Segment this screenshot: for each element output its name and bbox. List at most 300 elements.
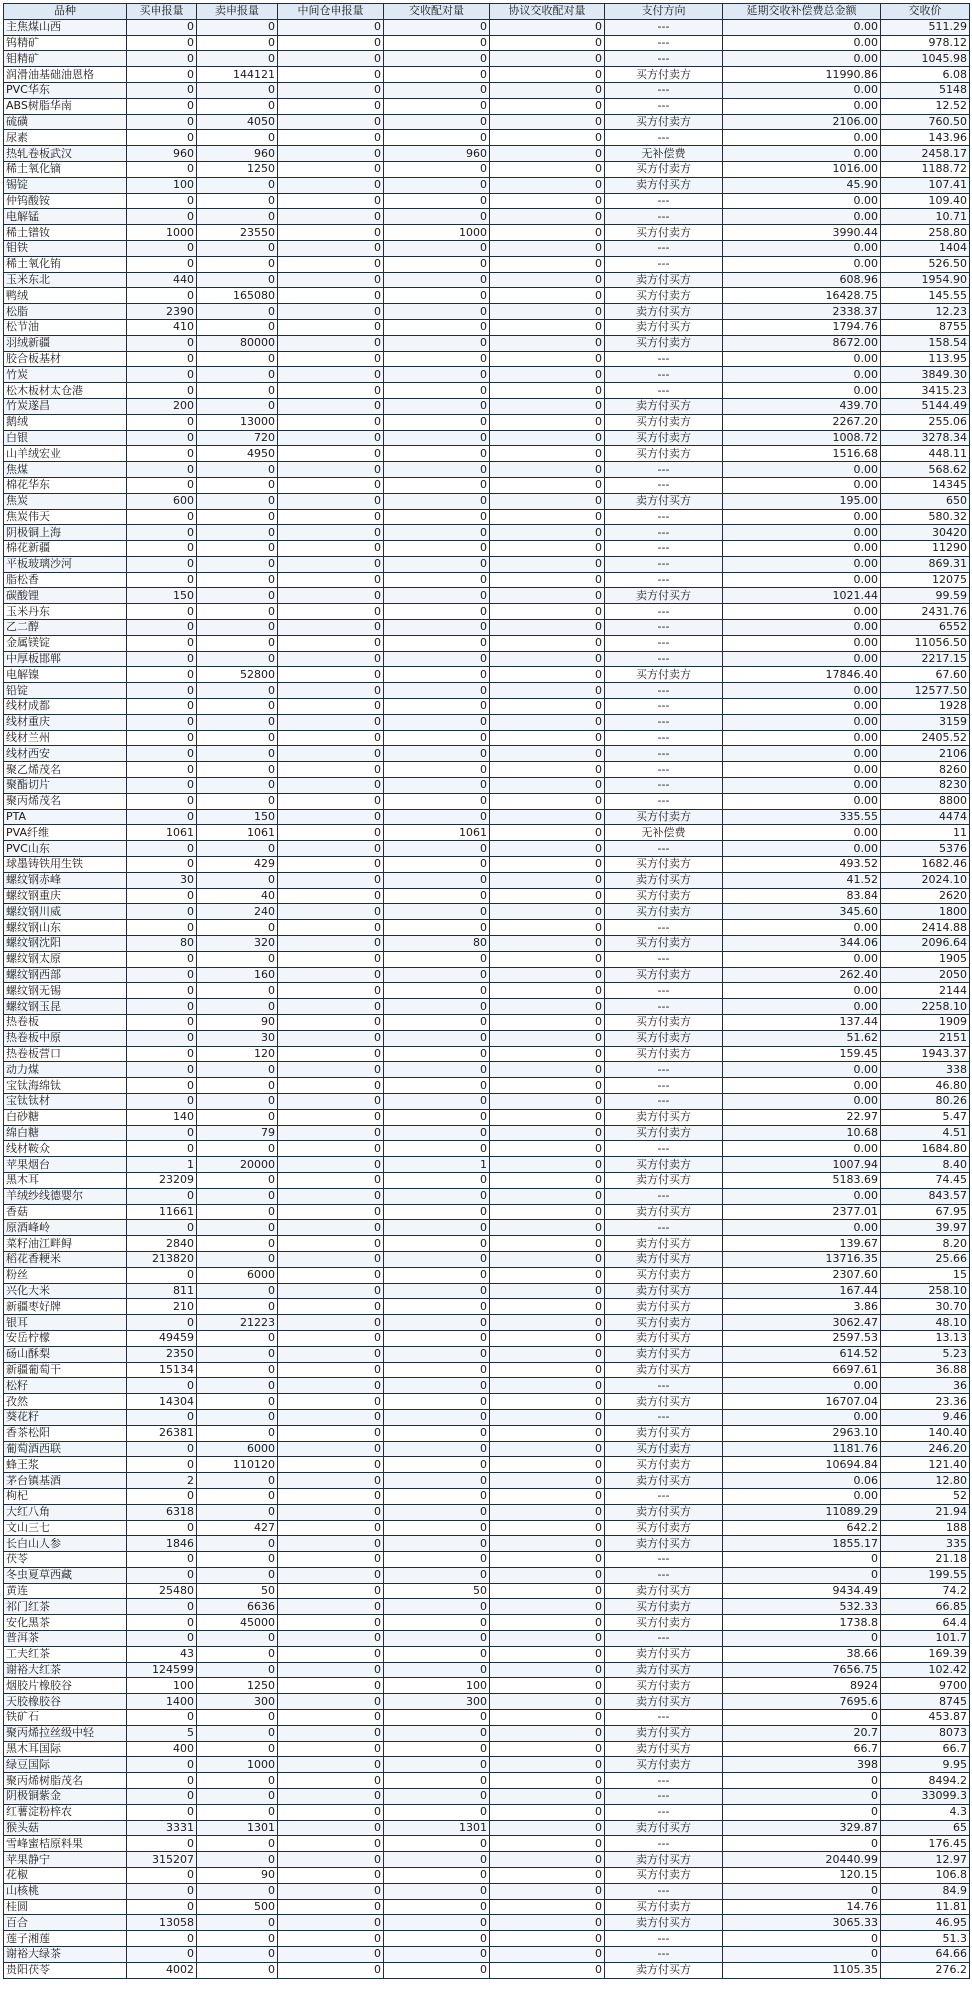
cell-agreement-matched: 0	[490, 430, 605, 446]
cell-settlement-price: 36.88	[881, 1362, 970, 1378]
cell-product: 螺纹钢沈阳	[4, 936, 127, 952]
cell-buy-declared: 0	[127, 1631, 197, 1647]
cell-buy-declared: 0	[127, 699, 197, 715]
cell-agreement-matched: 0	[490, 398, 605, 414]
cell-buy-declared: 0	[127, 904, 197, 920]
cell-matched-volume: 0	[384, 1773, 490, 1789]
cell-deferred-compensation: 3065.33	[723, 1915, 881, 1931]
cell-settlement-price: 8.20	[881, 1236, 970, 1252]
cell-sell-declared: 0	[197, 588, 278, 604]
cell-deferred-compensation: 120.15	[723, 1868, 881, 1884]
table-row	[4, 1631, 970, 1647]
cell-deferred-compensation: 335.55	[723, 809, 881, 825]
cell-agreement-matched: 0	[490, 383, 605, 399]
cell-product: 祁门红茶	[4, 1599, 127, 1615]
cell-matched-volume: 0	[384, 983, 490, 999]
cell-buy-declared: 0	[127, 1062, 197, 1078]
cell-intermediate-declared: 0	[278, 177, 384, 193]
cell-intermediate-declared: 0	[278, 430, 384, 446]
cell-sell-declared: 0	[197, 35, 278, 51]
cell-settlement-price: 199.55	[881, 1567, 970, 1583]
cell-product: 玉米东北	[4, 272, 127, 288]
cell-settlement-price: 30420	[881, 525, 970, 541]
cell-matched-volume: 960	[384, 146, 490, 162]
cell-agreement-matched: 0	[490, 841, 605, 857]
cell-sell-declared: 0	[197, 240, 278, 256]
cell-settlement-price: 21.94	[881, 1504, 970, 1520]
table-row	[4, 225, 970, 241]
cell-buy-declared: 440	[127, 272, 197, 288]
cell-sell-declared: 144121	[197, 67, 278, 83]
cell-deferred-compensation: 2106.00	[723, 114, 881, 130]
cell-buy-declared: 0	[127, 604, 197, 620]
cell-product: 黑木耳国际	[4, 1741, 127, 1757]
cell-deferred-compensation: 16707.04	[723, 1394, 881, 1410]
cell-payment-direction: 卖方付买方	[605, 1330, 723, 1346]
cell-sell-declared: 6000	[197, 1441, 278, 1457]
cell-product: 蜂王浆	[4, 1457, 127, 1473]
cell-agreement-matched: 0	[490, 620, 605, 636]
cell-buy-declared: 410	[127, 319, 197, 335]
cell-matched-volume: 1000	[384, 225, 490, 241]
cell-agreement-matched: 0	[490, 1157, 605, 1173]
header-intermediate-declared: 中间仓申报量	[278, 4, 384, 20]
cell-intermediate-declared: 0	[278, 1678, 384, 1694]
cell-matched-volume: 0	[384, 1536, 490, 1552]
cell-matched-volume: 0	[384, 1710, 490, 1726]
cell-matched-volume: 0	[384, 1852, 490, 1868]
cell-payment-direction: 卖方付买方	[605, 1346, 723, 1362]
cell-deferred-compensation: 10694.84	[723, 1457, 881, 1473]
cell-matched-volume: 0	[384, 130, 490, 146]
cell-deferred-compensation: 0.06	[723, 1473, 881, 1489]
cell-intermediate-declared: 0	[278, 1947, 384, 1963]
cell-buy-declared: 0	[127, 1899, 197, 1915]
table-row	[4, 1678, 970, 1694]
table-row	[4, 1125, 970, 1141]
cell-product: 润滑油基础油恩格	[4, 67, 127, 83]
table-row	[4, 1583, 970, 1599]
cell-settlement-price: 66.7	[881, 1741, 970, 1757]
cell-settlement-price: 169.39	[881, 1646, 970, 1662]
cell-sell-declared: 0	[197, 1852, 278, 1868]
cell-sell-declared: 0	[197, 1883, 278, 1899]
cell-payment-direction: 买方付卖方	[605, 1520, 723, 1536]
cell-agreement-matched: 0	[490, 1883, 605, 1899]
cell-buy-declared: 0	[127, 1441, 197, 1457]
cell-agreement-matched: 0	[490, 1030, 605, 1046]
cell-settlement-price: 9.95	[881, 1757, 970, 1773]
cell-product: 稀土氧化铕	[4, 256, 127, 272]
cell-matched-volume: 0	[384, 1251, 490, 1267]
table-row	[4, 1378, 970, 1394]
cell-deferred-compensation: 1007.94	[723, 1157, 881, 1173]
cell-product: 钨精矿	[4, 35, 127, 51]
cell-intermediate-declared: 0	[278, 1157, 384, 1173]
cell-matched-volume: 0	[384, 1804, 490, 1820]
cell-agreement-matched: 0	[490, 967, 605, 983]
cell-payment-direction: ---	[605, 1804, 723, 1820]
cell-deferred-compensation: 9434.49	[723, 1583, 881, 1599]
table-row	[4, 525, 970, 541]
cell-matched-volume: 0	[384, 1757, 490, 1773]
cell-matched-volume: 0	[384, 746, 490, 762]
cell-deferred-compensation: 1008.72	[723, 430, 881, 446]
cell-sell-declared: 0	[197, 1725, 278, 1741]
cell-deferred-compensation: 1516.68	[723, 446, 881, 462]
table-row	[4, 1157, 970, 1173]
cell-payment-direction: ---	[605, 1552, 723, 1568]
cell-sell-declared: 0	[197, 572, 278, 588]
cell-agreement-matched: 0	[490, 1378, 605, 1394]
cell-product: 铅锭	[4, 683, 127, 699]
cell-matched-volume: 0	[384, 51, 490, 67]
cell-matched-volume: 0	[384, 367, 490, 383]
cell-intermediate-declared: 0	[278, 1962, 384, 1978]
cell-deferred-compensation: 0.00	[723, 462, 881, 478]
cell-payment-direction: 买方付卖方	[605, 414, 723, 430]
cell-intermediate-declared: 0	[278, 1852, 384, 1868]
cell-payment-direction: ---	[605, 556, 723, 572]
cell-product: 安岳柠檬	[4, 1330, 127, 1346]
cell-buy-declared: 1846	[127, 1536, 197, 1552]
table-row	[4, 1662, 970, 1678]
cell-product: 竹炭遂昌	[4, 398, 127, 414]
cell-buy-declared: 0	[127, 762, 197, 778]
cell-agreement-matched: 0	[490, 1520, 605, 1536]
table-row	[4, 1915, 970, 1931]
cell-settlement-price: 52	[881, 1488, 970, 1504]
cell-sell-declared: 0	[197, 398, 278, 414]
table-row	[4, 1773, 970, 1789]
cell-deferred-compensation: 195.00	[723, 493, 881, 509]
cell-matched-volume: 0	[384, 793, 490, 809]
cell-product: 羽绒新疆	[4, 335, 127, 351]
cell-intermediate-declared: 0	[278, 1015, 384, 1031]
cell-deferred-compensation: 139.67	[723, 1236, 881, 1252]
cell-buy-declared: 811	[127, 1283, 197, 1299]
cell-sell-declared: 0	[197, 367, 278, 383]
cell-agreement-matched: 0	[490, 809, 605, 825]
cell-product: 热卷板营口	[4, 1046, 127, 1062]
cell-settlement-price: 2106	[881, 746, 970, 762]
cell-settlement-price: 113.95	[881, 351, 970, 367]
table-row	[4, 620, 970, 636]
cell-product: 螺纹钢山东	[4, 920, 127, 936]
table-row	[4, 114, 970, 130]
cell-product: 胶合板基材	[4, 351, 127, 367]
cell-product: 天胶橡胶谷	[4, 1694, 127, 1710]
cell-sell-declared: 0	[197, 951, 278, 967]
table-row	[4, 1283, 970, 1299]
table-row	[4, 1899, 970, 1915]
cell-matched-volume: 0	[384, 1520, 490, 1536]
table-row	[4, 1188, 970, 1204]
cell-intermediate-declared: 0	[278, 1078, 384, 1094]
cell-payment-direction: ---	[605, 209, 723, 225]
cell-deferred-compensation: 3062.47	[723, 1315, 881, 1331]
cell-deferred-compensation: 0.00	[723, 1220, 881, 1236]
cell-payment-direction: 卖方付买方	[605, 1915, 723, 1931]
cell-settlement-price: 1909	[881, 1015, 970, 1031]
table-row	[4, 1346, 970, 1362]
cell-product: 阴极铜上海	[4, 525, 127, 541]
cell-buy-declared: 0	[127, 1046, 197, 1062]
cell-payment-direction: ---	[605, 778, 723, 794]
cell-buy-declared: 2840	[127, 1236, 197, 1252]
table-row	[4, 272, 970, 288]
cell-intermediate-declared: 0	[278, 683, 384, 699]
cell-deferred-compensation: 0.00	[723, 146, 881, 162]
cell-deferred-compensation: 2307.60	[723, 1267, 881, 1283]
cell-buy-declared: 0	[127, 1220, 197, 1236]
cell-agreement-matched: 0	[490, 335, 605, 351]
cell-intermediate-declared: 0	[278, 1362, 384, 1378]
cell-payment-direction: 卖方付买方	[605, 304, 723, 320]
table-row	[4, 493, 970, 509]
table-row	[4, 82, 970, 98]
cell-intermediate-declared: 0	[278, 114, 384, 130]
cell-payment-direction: 买方付卖方	[605, 1615, 723, 1631]
cell-deferred-compensation: 1181.76	[723, 1441, 881, 1457]
cell-buy-declared: 0	[127, 888, 197, 904]
cell-matched-volume: 0	[384, 383, 490, 399]
cell-intermediate-declared: 0	[278, 620, 384, 636]
cell-product: PTA	[4, 809, 127, 825]
cell-buy-declared: 0	[127, 114, 197, 130]
cell-product: 稀土氧化镝	[4, 161, 127, 177]
table-row	[4, 1172, 970, 1188]
cell-buy-declared: 0	[127, 1773, 197, 1789]
cell-sell-declared: 0	[197, 541, 278, 557]
cell-intermediate-declared: 0	[278, 1046, 384, 1062]
cell-payment-direction: ---	[605, 256, 723, 272]
cell-matched-volume: 0	[384, 19, 490, 35]
cell-agreement-matched: 0	[490, 1204, 605, 1220]
cell-payment-direction: 买方付卖方	[605, 1441, 723, 1457]
table-row	[4, 1804, 970, 1820]
cell-product: 金属镁锭	[4, 635, 127, 651]
cell-deferred-compensation: 0.00	[723, 999, 881, 1015]
cell-sell-declared: 160	[197, 967, 278, 983]
cell-agreement-matched: 0	[490, 367, 605, 383]
cell-sell-declared: 0	[197, 477, 278, 493]
cell-product: 猴头菇	[4, 1820, 127, 1836]
cell-payment-direction: 买方付卖方	[605, 857, 723, 873]
cell-payment-direction: ---	[605, 604, 723, 620]
cell-product: 螺纹钢太原	[4, 951, 127, 967]
cell-product: 长白山人参	[4, 1536, 127, 1552]
cell-sell-declared: 0	[197, 98, 278, 114]
cell-buy-declared: 49459	[127, 1330, 197, 1346]
cell-intermediate-declared: 0	[278, 556, 384, 572]
cell-intermediate-declared: 0	[278, 1188, 384, 1204]
cell-matched-volume: 0	[384, 1220, 490, 1236]
cell-buy-declared: 0	[127, 967, 197, 983]
cell-agreement-matched: 0	[490, 1789, 605, 1805]
cell-agreement-matched: 0	[490, 256, 605, 272]
cell-intermediate-declared: 0	[278, 1141, 384, 1157]
cell-payment-direction: ---	[605, 793, 723, 809]
cell-settlement-price: 13.13	[881, 1330, 970, 1346]
cell-settlement-price: 8073	[881, 1725, 970, 1741]
cell-intermediate-declared: 0	[278, 161, 384, 177]
cell-buy-declared: 0	[127, 193, 197, 209]
cell-matched-volume: 0	[384, 778, 490, 794]
cell-settlement-price: 1943.37	[881, 1046, 970, 1062]
cell-sell-declared: 4950	[197, 446, 278, 462]
cell-agreement-matched: 0	[490, 1741, 605, 1757]
cell-matched-volume: 0	[384, 730, 490, 746]
cell-sell-declared: 0	[197, 778, 278, 794]
cell-deferred-compensation: 439.70	[723, 398, 881, 414]
cell-intermediate-declared: 0	[278, 1204, 384, 1220]
cell-product: 动力煤	[4, 1062, 127, 1078]
cell-settlement-price: 2217.15	[881, 651, 970, 667]
cell-deferred-compensation: 0	[723, 1883, 881, 1899]
cell-deferred-compensation: 1016.00	[723, 161, 881, 177]
cell-matched-volume: 0	[384, 904, 490, 920]
cell-product: 线材重庆	[4, 714, 127, 730]
cell-deferred-compensation: 0.00	[723, 841, 881, 857]
cell-product: 稀土镨钕	[4, 225, 127, 241]
cell-payment-direction: ---	[605, 240, 723, 256]
cell-sell-declared: 0	[197, 1710, 278, 1726]
cell-sell-declared: 23550	[197, 225, 278, 241]
cell-deferred-compensation: 493.52	[723, 857, 881, 873]
cell-buy-declared: 0	[127, 572, 197, 588]
cell-sell-declared: 0	[197, 1394, 278, 1410]
cell-intermediate-declared: 0	[278, 1394, 384, 1410]
cell-settlement-price: 255.06	[881, 414, 970, 430]
cell-payment-direction: 买方付卖方	[605, 1046, 723, 1062]
cell-sell-declared: 0	[197, 1378, 278, 1394]
cell-deferred-compensation: 262.40	[723, 967, 881, 983]
cell-product: 兴化大米	[4, 1283, 127, 1299]
table-row	[4, 319, 970, 335]
cell-deferred-compensation: 0.00	[723, 1488, 881, 1504]
cell-product: 聚丙烯茂名	[4, 793, 127, 809]
cell-product: 新疆枣好牌	[4, 1299, 127, 1315]
cell-agreement-matched: 0	[490, 999, 605, 1015]
cell-sell-declared: 1250	[197, 1678, 278, 1694]
cell-agreement-matched: 0	[490, 588, 605, 604]
cell-buy-declared: 0	[127, 351, 197, 367]
cell-settlement-price: 64.66	[881, 1947, 970, 1963]
table-row	[4, 367, 970, 383]
cell-agreement-matched: 0	[490, 1536, 605, 1552]
table-row	[4, 904, 970, 920]
cell-sell-declared: 0	[197, 1362, 278, 1378]
cell-intermediate-declared: 0	[278, 1567, 384, 1583]
cell-intermediate-declared: 0	[278, 1267, 384, 1283]
cell-intermediate-declared: 0	[278, 1804, 384, 1820]
cell-settlement-price: 2405.52	[881, 730, 970, 746]
cell-sell-declared: 0	[197, 1804, 278, 1820]
cell-buy-declared: 6318	[127, 1504, 197, 1520]
cell-sell-declared: 90	[197, 1868, 278, 1884]
cell-agreement-matched: 0	[490, 936, 605, 952]
cell-agreement-matched: 0	[490, 130, 605, 146]
cell-settlement-price: 5148	[881, 82, 970, 98]
table-row	[4, 793, 970, 809]
cell-product: 宝钛海绵钛	[4, 1078, 127, 1094]
cell-agreement-matched: 0	[490, 1646, 605, 1662]
cell-matched-volume: 0	[384, 762, 490, 778]
cell-buy-declared: 0	[127, 67, 197, 83]
cell-product: 焦煤	[4, 462, 127, 478]
cell-settlement-price: 3159	[881, 714, 970, 730]
cell-deferred-compensation: 38.66	[723, 1646, 881, 1662]
cell-intermediate-declared: 0	[278, 1346, 384, 1362]
cell-product: PVC华东	[4, 82, 127, 98]
cell-agreement-matched: 0	[490, 572, 605, 588]
cell-agreement-matched: 0	[490, 209, 605, 225]
cell-sell-declared: 0	[197, 1204, 278, 1220]
cell-intermediate-declared: 0	[278, 983, 384, 999]
cell-deferred-compensation: 83.84	[723, 888, 881, 904]
table-row	[4, 193, 970, 209]
cell-agreement-matched: 0	[490, 1015, 605, 1031]
cell-product: 文山三七	[4, 1520, 127, 1536]
table-row	[4, 1093, 970, 1109]
cell-agreement-matched: 0	[490, 951, 605, 967]
cell-settlement-price: 74.45	[881, 1172, 970, 1188]
cell-intermediate-declared: 0	[278, 920, 384, 936]
table-row	[4, 1473, 970, 1489]
cell-payment-direction: 买方付卖方	[605, 1030, 723, 1046]
cell-sell-declared: 0	[197, 1646, 278, 1662]
cell-matched-volume: 0	[384, 1394, 490, 1410]
cell-settlement-price: 9.46	[881, 1409, 970, 1425]
cell-matched-volume: 0	[384, 1962, 490, 1978]
cell-buy-declared: 0	[127, 82, 197, 98]
cell-settlement-price: 2258.10	[881, 999, 970, 1015]
cell-agreement-matched: 0	[490, 857, 605, 873]
cell-intermediate-declared: 0	[278, 746, 384, 762]
cell-settlement-price: 101.7	[881, 1631, 970, 1647]
cell-settlement-price: 67.60	[881, 667, 970, 683]
cell-matched-volume: 0	[384, 1915, 490, 1931]
cell-product: 谢裕大红茶	[4, 1662, 127, 1678]
cell-settlement-price: 84.9	[881, 1883, 970, 1899]
cell-deferred-compensation: 0.00	[723, 920, 881, 936]
cell-settlement-price: 5376	[881, 841, 970, 857]
cell-buy-declared: 0	[127, 1188, 197, 1204]
cell-matched-volume: 0	[384, 967, 490, 983]
table-row	[4, 1078, 970, 1094]
cell-intermediate-declared: 0	[278, 1710, 384, 1726]
cell-payment-direction: 买方付卖方	[605, 161, 723, 177]
table-row	[4, 477, 970, 493]
cell-sell-declared: 0	[197, 319, 278, 335]
cell-deferred-compensation: 1794.76	[723, 319, 881, 335]
cell-buy-declared: 0	[127, 240, 197, 256]
table-row	[4, 1362, 970, 1378]
cell-product: 雪峰蜜桔原料果	[4, 1836, 127, 1852]
cell-settlement-price: 246.20	[881, 1441, 970, 1457]
cell-payment-direction: 卖方付买方	[605, 1583, 723, 1599]
cell-sell-declared: 0	[197, 730, 278, 746]
cell-buy-declared: 14304	[127, 1394, 197, 1410]
table-row	[4, 1789, 970, 1805]
cell-deferred-compensation: 642.2	[723, 1520, 881, 1536]
cell-settlement-price: 580.32	[881, 509, 970, 525]
cell-agreement-matched: 0	[490, 746, 605, 762]
cell-product: 香菇	[4, 1204, 127, 1220]
cell-settlement-price: 9700	[881, 1678, 970, 1694]
cell-settlement-price: 335	[881, 1536, 970, 1552]
